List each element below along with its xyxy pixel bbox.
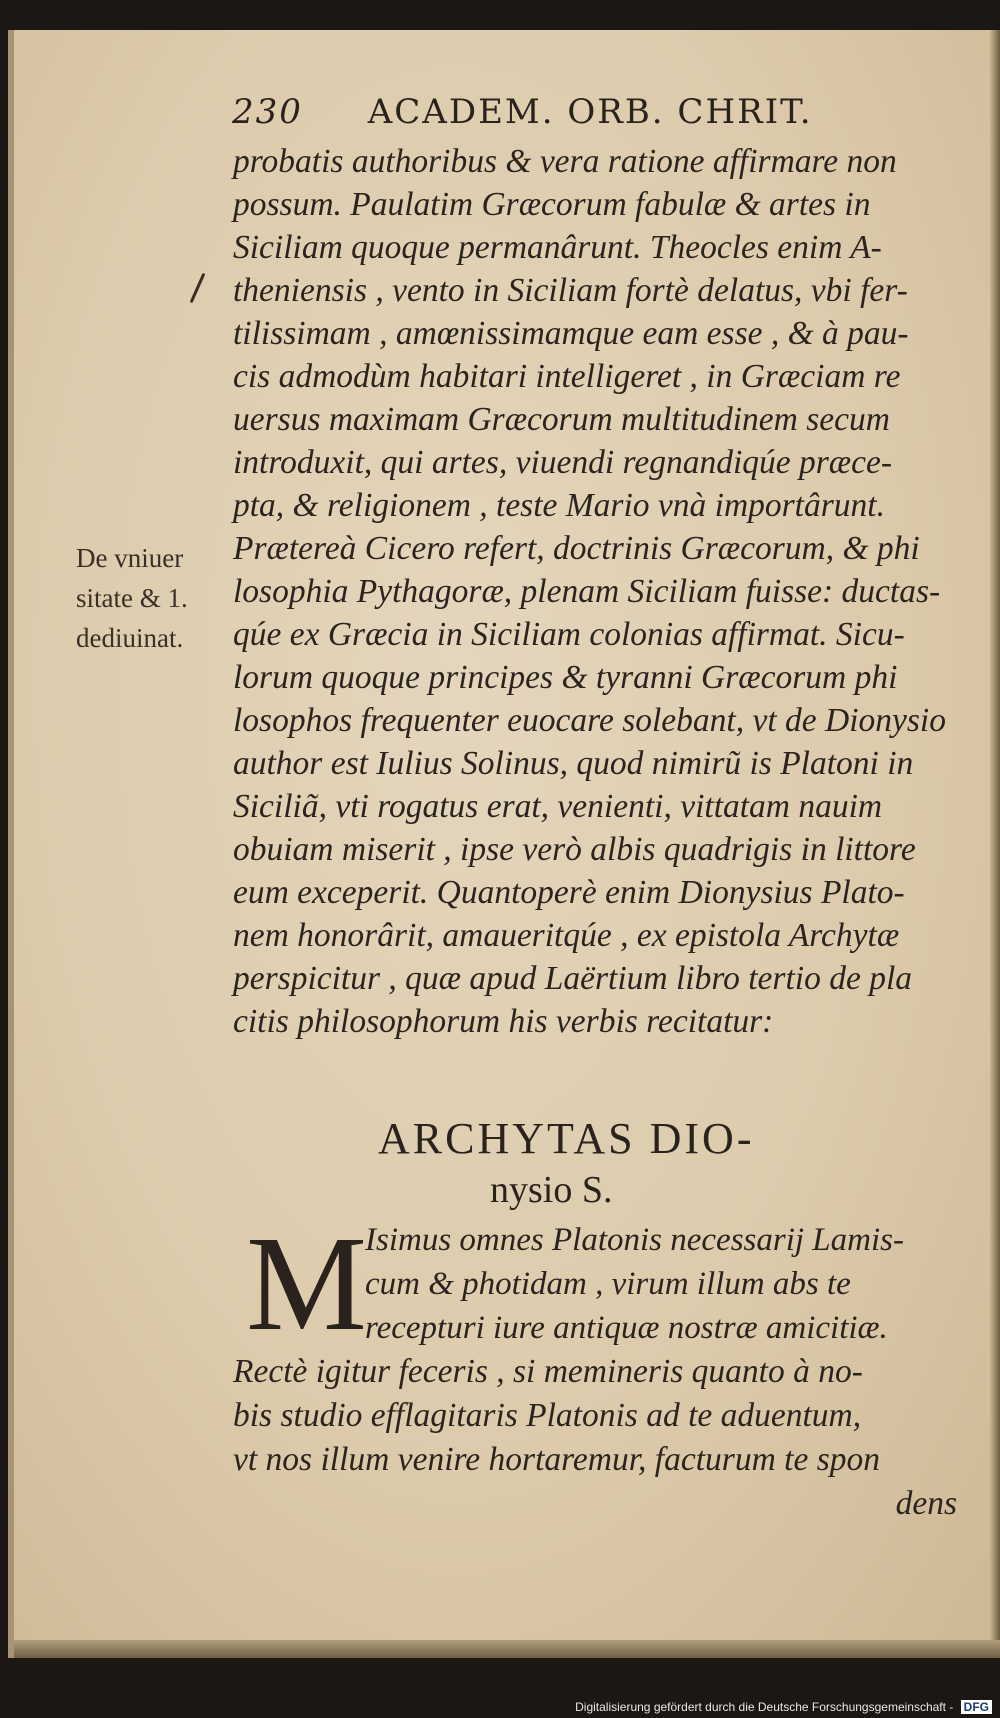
- text-line: uersus maximam Græcorum multitudinem secum: [233, 401, 890, 438]
- text-line: qúe ex Græcia in Siciliam colonias affirmat. Sicu-: [233, 616, 905, 653]
- text-line: eum exceperit. Quantoperè enim Dionysius Plato-: [233, 874, 905, 911]
- running-title: ACADEM. ORB. CHRIT.: [367, 92, 813, 132]
- credit-text: Digitalisierung gefördert durch die Deutsche Forschungsgemeinschaft -: [575, 1700, 954, 1714]
- text-line: cis admodùm habitari intelligeret , in Græciam re: [233, 358, 901, 395]
- text-line: bis studio efflagitaris Platonis ad te aduentum,: [233, 1397, 862, 1434]
- running-header: [232, 92, 813, 132]
- body-text: [233, 140, 963, 1043]
- margin-note: [76, 538, 188, 658]
- letter-body: [233, 1350, 963, 1526]
- margin-note-line: De vniuer: [76, 543, 184, 573]
- text-line: Rectè igitur feceris , si memineris quanto à no-: [233, 1353, 863, 1390]
- page-gutter: [990, 30, 1000, 1658]
- text-line: cum & photidam , virum illum abs te: [365, 1266, 851, 1302]
- text-line: nem honorârit, amaueritqúe , ex epistola Archytæ: [233, 917, 900, 954]
- page-bottom-edge: [14, 1640, 1000, 1658]
- text-line: Isimus omnes Platonis necessarij Lamis-: [365, 1222, 904, 1258]
- dfg-logo: DFG: [961, 1700, 992, 1714]
- text-line: probatis authoribus & vera ratione affirmare non: [233, 143, 897, 180]
- text-line: obuiam miserit , ipse verò albis quadrigis in littore: [233, 831, 916, 868]
- text-line: losophia Pythagoræ, plenam Siciliam fuisse: ductas-: [233, 573, 941, 610]
- section-subtitle: nysio S.: [490, 1169, 613, 1211]
- text-line: tilissimam , amœnissimamque eam esse , & à pau-: [233, 315, 909, 352]
- text-line: losophos frequenter euocare solebant, vt de Dionysio: [233, 702, 946, 739]
- text-line: author est Iulius Solinus, quod nimirũ is Platoni in: [233, 745, 914, 782]
- catchword: dens: [895, 1485, 957, 1522]
- text-line: vt nos illum venire hortaremur, facturum te spon: [233, 1441, 880, 1478]
- text-line: recepturi iure antiquæ nostræ amicitiæ.: [365, 1310, 888, 1346]
- text-line: pta, & religionem , teste Mario vnà importârunt.: [233, 487, 885, 524]
- drop-cap: M: [246, 1209, 367, 1359]
- text-line: Prætereà Cicero refert, doctrinis Græcorum, & phi: [233, 530, 920, 567]
- margin-note-line: dediuinat.: [76, 623, 184, 653]
- text-line: possum. Paulatim Græcorum fabulæ & artes in: [233, 186, 871, 223]
- letter-opening: [365, 1218, 965, 1350]
- text-line: introduxit, qui artes, viuendi regnandiqúe præce-: [233, 444, 893, 481]
- text-line: lorum quoque principes & tyranni Græcorum phi: [233, 659, 898, 696]
- text-line: perspicitur , quæ apud Laërtium libro tertio de pla: [233, 960, 912, 997]
- margin-note-line: sitate & 1.: [76, 583, 188, 613]
- text-line: Siciliam quoque permanârunt. Theocles enim A-: [233, 229, 882, 266]
- section-title: ARCHYTAS DIO-: [378, 1114, 755, 1163]
- text-line: citis philosophorum his verbis recitatur:: [233, 1003, 774, 1040]
- digitization-credit: [575, 1700, 992, 1714]
- text-line: theniensis , vento in Siciliam fortè delatus, vbi fer-: [233, 272, 908, 309]
- page-number: 230: [232, 92, 303, 132]
- text-line: Siciliã, vti rogatus erat, venienti, vittatam nauim: [233, 788, 883, 825]
